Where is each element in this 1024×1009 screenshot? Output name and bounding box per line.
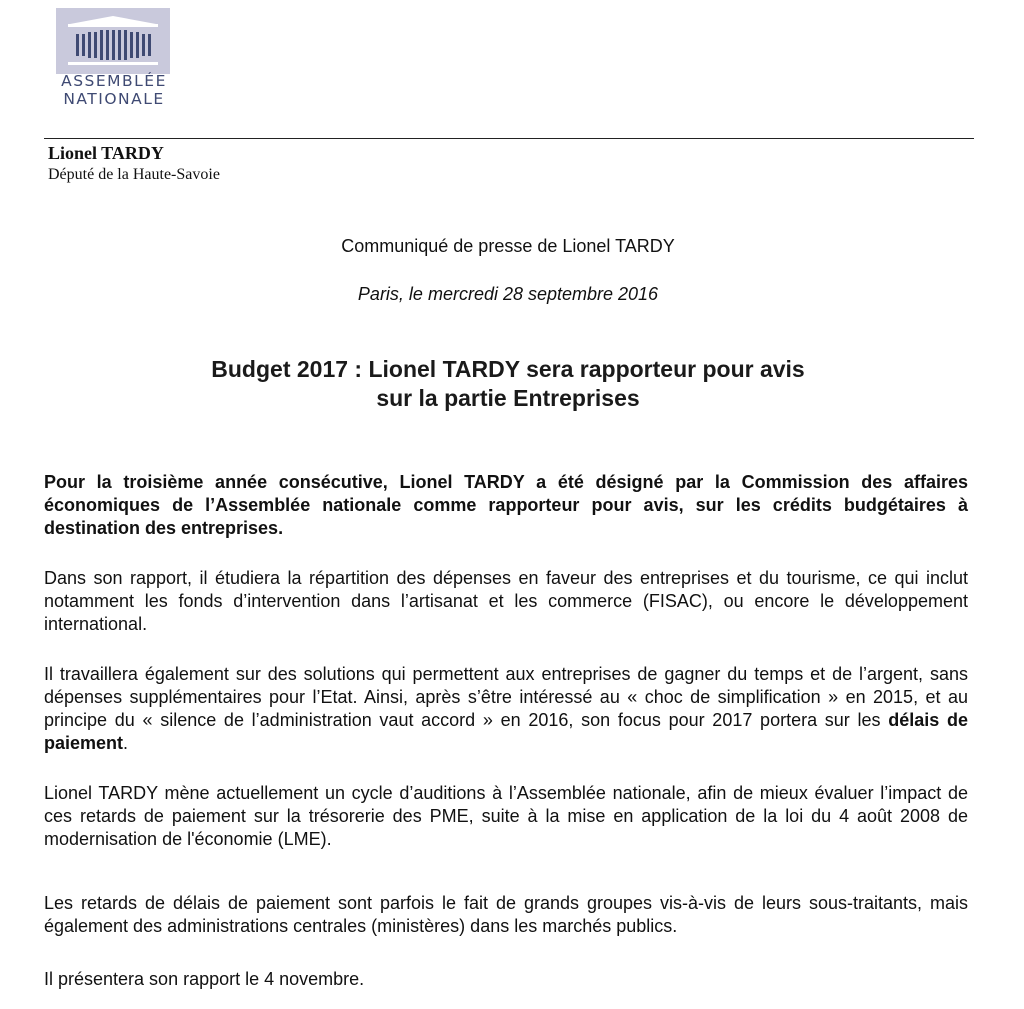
paragraph-auditions: Lionel TARDY mène actuellement un cycle d’auditions à l’Assemblée nationale, afin de mieux évaluer l’impact de ces retards de paiement sur la trésorerie des PME, suite à la mise en application de la loi du 4 août 2008 de modernisation de l'économie (LME). [44,783,968,849]
logo-wordmark [52,72,176,108]
paragraph-solutions [44,663,968,755]
intro-paragraph: Pour la troisième année consécutive, Lionel TARDY a été désigné par la Commission des affaires économiques de l’Assemblée nationale comme rapporteur pour avis, sur les crédits budgétaires à destination des entreprises. [44,472,968,538]
headline-line-2: sur la partie Entreprises [376,385,640,411]
headline-line-1: Budget 2017 : Lionel TARDY sera rapporteur pour avis [211,356,805,382]
author-role: Député de la Haute-Savoie [48,166,220,183]
logo-line-1: ASSEMBLÉE [61,72,167,90]
headline [0,355,1016,413]
paragraph-solutions-emphasis: délais de paiement [44,710,968,753]
header-divider [44,138,974,139]
paragraph-solutions-text: Il travaillera également sur des solutions qui permettent aux entreprises de gagner du temps et de l’argent, sans dépenses supplémentaires pour l’Etat. Ainsi, après s’être intéressé au « choc de simplification » en 2015, et au principe du « silence de l’administration vaut accord » en 2016, son focus pour 2017 portera sur les [44,664,968,730]
communique-title: Communiqué de presse de Lionel TARDY [341,236,675,256]
hemicycle-emblem [56,8,170,74]
paragraph-rapport: Dans son rapport, il étudiera la répartition des dépenses en faveur des entreprises et du tourisme, ce qui inclut notamment les fonds d’intervention dans l’artisanat et les commerce (FISAC), ou encore le développement international. [44,568,968,634]
paragraph-retards: Les retards de délais de paiement sont parfois le fait de grands groupes vis-à-vis de leurs sous-traitants, mais également des administrations centrales (ministères) dans les marchés publics. [44,893,968,936]
press-date: Paris, le mercredi 28 septembre 2016 [357,284,659,304]
author-name: Lionel TARDY [48,143,164,163]
columns-icon [56,8,170,74]
paragraph-solutions-end: . [123,733,129,753]
logo-line-2: NATIONALE [63,90,165,108]
paragraph-presentation: Il présentera son rapport le 4 novembre. [44,969,365,989]
assemblee-nationale-logo [52,8,176,118]
